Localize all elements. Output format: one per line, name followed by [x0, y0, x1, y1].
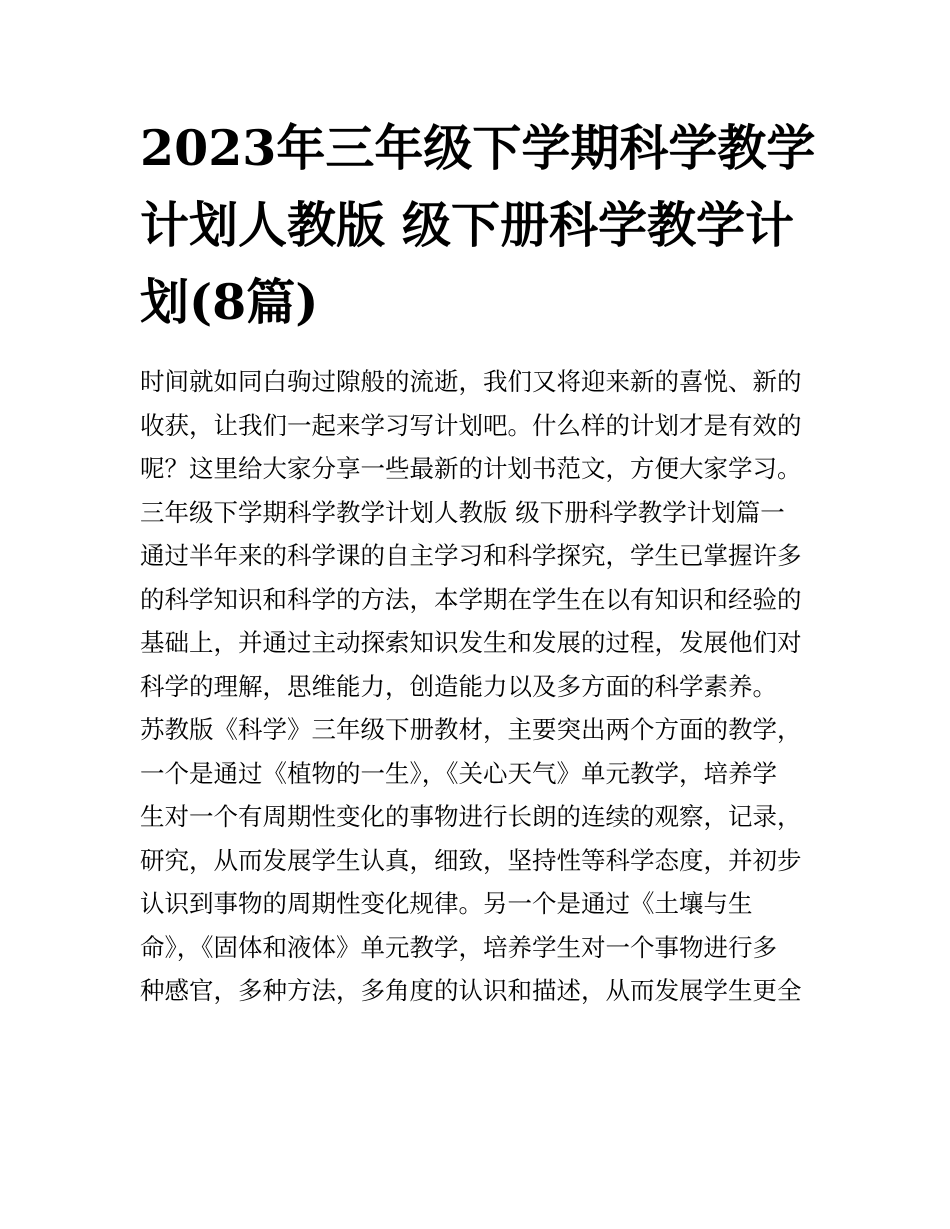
document-title	[140, 110, 820, 341]
body-line: 收获，让我们一起来学习写计划吧。什么样的计划才是有效的	[140, 410, 802, 440]
body-line: 生对一个有周期性变化的事物进行长朗的连续的观察，记录，	[140, 802, 802, 831]
body-line: 种感官，多种方法，多角度的认识和描述，从而发展学生更全	[140, 976, 802, 1005]
body-line: 科学的理解，思维能力，创造能力以及多方面的科学素养。	[140, 671, 777, 701]
title-line: 2023年三年级下学期科学教学	[140, 119, 816, 177]
body-line: 苏教版《科学》三年级下册教材，主要突出两个方面的教学，	[140, 715, 802, 744]
body-line: 研究，从而发展学生认真，细致，坚持性等科学态度，并初步	[140, 845, 802, 875]
section-heading-line: 三年级下学期科学教学计划人教版 级下册科学教学计划篇一	[140, 497, 785, 527]
body-line: 呢？这里给大家分享一些最新的计划书范文，方便大家学习。	[140, 454, 802, 483]
body-line: 时间就如同白驹过隙般的流逝，我们又将迎来新的喜悦、新的	[140, 367, 802, 396]
body-line: 的科学知识和科学的方法，本学期在学生在以有知识和经验的	[140, 584, 802, 614]
body-line: 命》，《固体和液体》单元教学，培养学生对一个事物进行多	[140, 932, 777, 962]
document-body	[140, 360, 820, 1013]
body-line: 通过半年来的科学课的自主学习和科学探究，学生已掌握许多	[140, 541, 802, 570]
title-line: 计划人教版 级下册科学教学计	[140, 196, 795, 254]
body-line: 认识到事物的周期性变化规律。另一个是通过《土壤与生	[140, 889, 753, 918]
title-line: 划(8篇)	[140, 273, 319, 331]
body-line: 一个是通过《植物的一生》，《关心天气》单元教学，培养学	[140, 758, 777, 788]
body-line: 基础上，并通过主动探索知识发生和发展的过程，发展他们对	[140, 628, 802, 657]
